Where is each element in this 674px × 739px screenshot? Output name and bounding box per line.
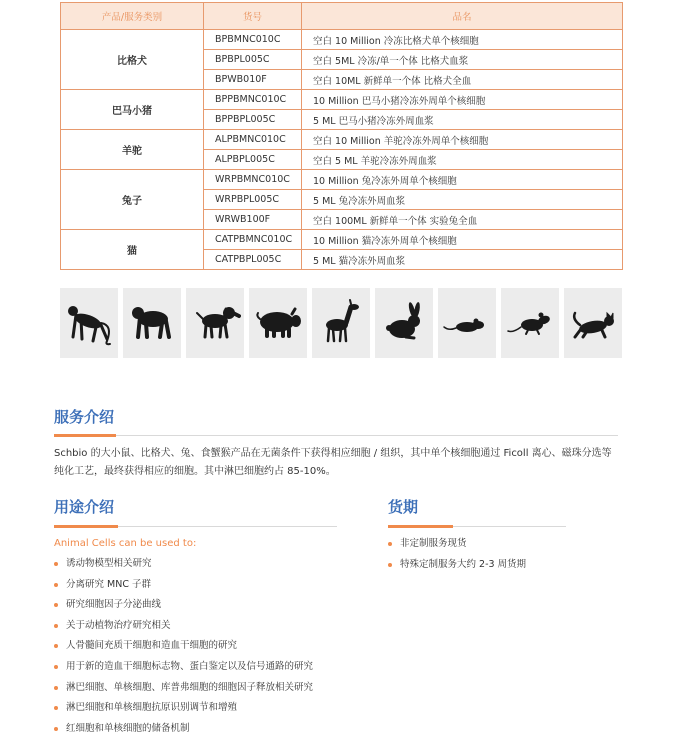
- service-description: Schbio 的大小鼠、比格犬、兔、食蟹猴产品在无菌条件下获得相应细胞 / 组织，其中单个核细胞通过 Ficoll 离心、磁珠分选等纯化工艺，最终获得相应的细胞。其中淋巴细胞约占 85-10%。: [54, 448, 612, 477]
- code-cell: CATPBMNC010C: [204, 230, 302, 250]
- name-cell: 空白 10 Million 冷冻比格犬单个核细胞: [302, 30, 623, 50]
- name-cell: 10 Million 猫冷冻外周单个核细胞: [302, 230, 623, 250]
- code-cell: CATPBPL005C: [204, 250, 302, 270]
- animal-tile-mouse: [438, 288, 496, 358]
- product-table: [60, 2, 623, 270]
- animal-tile-rabbit: [375, 288, 433, 358]
- header-name: 品名: [302, 3, 623, 30]
- category-cell: 羊驼: [61, 130, 204, 170]
- name-cell: 空白 10 Million 羊驼冷冻外周单个核细胞: [302, 130, 623, 150]
- code-cell: WRPBMNC010C: [204, 170, 302, 190]
- category-cell: 巴马小猪: [61, 90, 204, 130]
- delivery-accent-bar: [388, 525, 453, 528]
- code-cell: BPWB010F: [204, 70, 302, 90]
- header-category: 产品/服务类别: [61, 3, 204, 30]
- category-cell: 兔子: [61, 170, 204, 230]
- usage-title: 用途介绍: [54, 498, 115, 516]
- animal-tile-pig: [249, 288, 307, 358]
- list-item: 诱动物模型相关研究: [54, 554, 313, 575]
- table-header-row: [61, 3, 623, 30]
- code-cell: ALPBPL005C: [204, 150, 302, 170]
- list-item: 特殊定制服务大约 2-3 周货期: [388, 555, 526, 576]
- animal-tile-monkey: [60, 288, 118, 358]
- service-accent-bar: [54, 434, 116, 437]
- delivery-title: 货期: [388, 498, 419, 516]
- animal-tile-rat: [501, 288, 559, 358]
- list-item: 关于动植物治疗研究相关: [54, 616, 313, 637]
- animal-tile-cat: [564, 288, 622, 358]
- animal-tile-dog: [186, 288, 244, 358]
- pig-icon: [252, 297, 304, 349]
- list-item: 红细胞和单核细胞的储备机制: [54, 719, 313, 739]
- name-cell: 空白 100ML 新鲜单一个体 实验兔全血: [302, 210, 623, 230]
- name-cell: 空白 5ML 冷冻/单一个体 比格犬血浆: [302, 50, 623, 70]
- category-cell: 猫: [61, 230, 204, 270]
- category-cell: 比格犬: [61, 30, 204, 90]
- list-item: 淋巴细胞、单核细胞、库普弗细胞的细胞因子释放相关研究: [54, 678, 313, 699]
- table-row: [61, 130, 623, 150]
- service-title: 服务介绍: [54, 408, 115, 426]
- table-row: [61, 90, 623, 110]
- name-cell: 10 Million 巴马小猪冷冻外周单个核细胞: [302, 90, 623, 110]
- code-cell: BPBPL005C: [204, 50, 302, 70]
- name-cell: 5 ML 巴马小猪冷冻外周血浆: [302, 110, 623, 130]
- cat-icon: [567, 297, 619, 349]
- usage-accent-bar: [54, 525, 118, 528]
- usage-list: [54, 554, 313, 739]
- animal-gallery: [60, 288, 622, 358]
- list-item: 淋巴细胞和单核细胞抗原识别调节和增殖: [54, 698, 313, 719]
- list-item: 非定制服务现货: [388, 534, 526, 555]
- rabbit-icon: [378, 297, 430, 349]
- list-item: 用于新的造血干细胞标志物、蛋白鉴定以及信号通路的研究: [54, 657, 313, 678]
- animal-tile-chimpanzee: [123, 288, 181, 358]
- code-cell: WRWB100F: [204, 210, 302, 230]
- monkey-icon: [63, 297, 115, 349]
- service-divider: [54, 435, 618, 436]
- chimpanzee-icon: [126, 297, 178, 349]
- usage-subtitle: Animal Cells can be used to:: [54, 538, 197, 549]
- name-cell: 空白 5 ML 羊驼冷冻外周血浆: [302, 150, 623, 170]
- list-item: 人骨髓间充质干细胞和造血干细胞的研究: [54, 636, 313, 657]
- table-row: [61, 230, 623, 250]
- code-cell: BPPBPL005C: [204, 110, 302, 130]
- name-cell: 5 ML 兔冷冻外周血浆: [302, 190, 623, 210]
- rat-icon: [504, 297, 556, 349]
- list-item: 研究细胞因子分泌曲线: [54, 595, 313, 616]
- name-cell: 空白 10ML 新鲜单一个体 比格犬全血: [302, 70, 623, 90]
- name-cell: 10 Million 兔冷冻外周单个核细胞: [302, 170, 623, 190]
- list-item: 分离研究 MNC 子群: [54, 575, 313, 596]
- alpaca-icon: [315, 297, 367, 349]
- code-cell: WRPBPL005C: [204, 190, 302, 210]
- delivery-list: [388, 534, 526, 575]
- code-cell: BPPBMNC010C: [204, 90, 302, 110]
- table-row: [61, 30, 623, 50]
- dog-icon: [189, 297, 241, 349]
- animal-tile-alpaca: [312, 288, 370, 358]
- name-cell: 5 ML 猫冷冻外周血浆: [302, 250, 623, 270]
- table-row: [61, 170, 623, 190]
- code-cell: BPBMNC010C: [204, 30, 302, 50]
- code-cell: ALPBMNC010C: [204, 130, 302, 150]
- header-code: 货号: [204, 3, 302, 30]
- mouse-icon: [441, 297, 493, 349]
